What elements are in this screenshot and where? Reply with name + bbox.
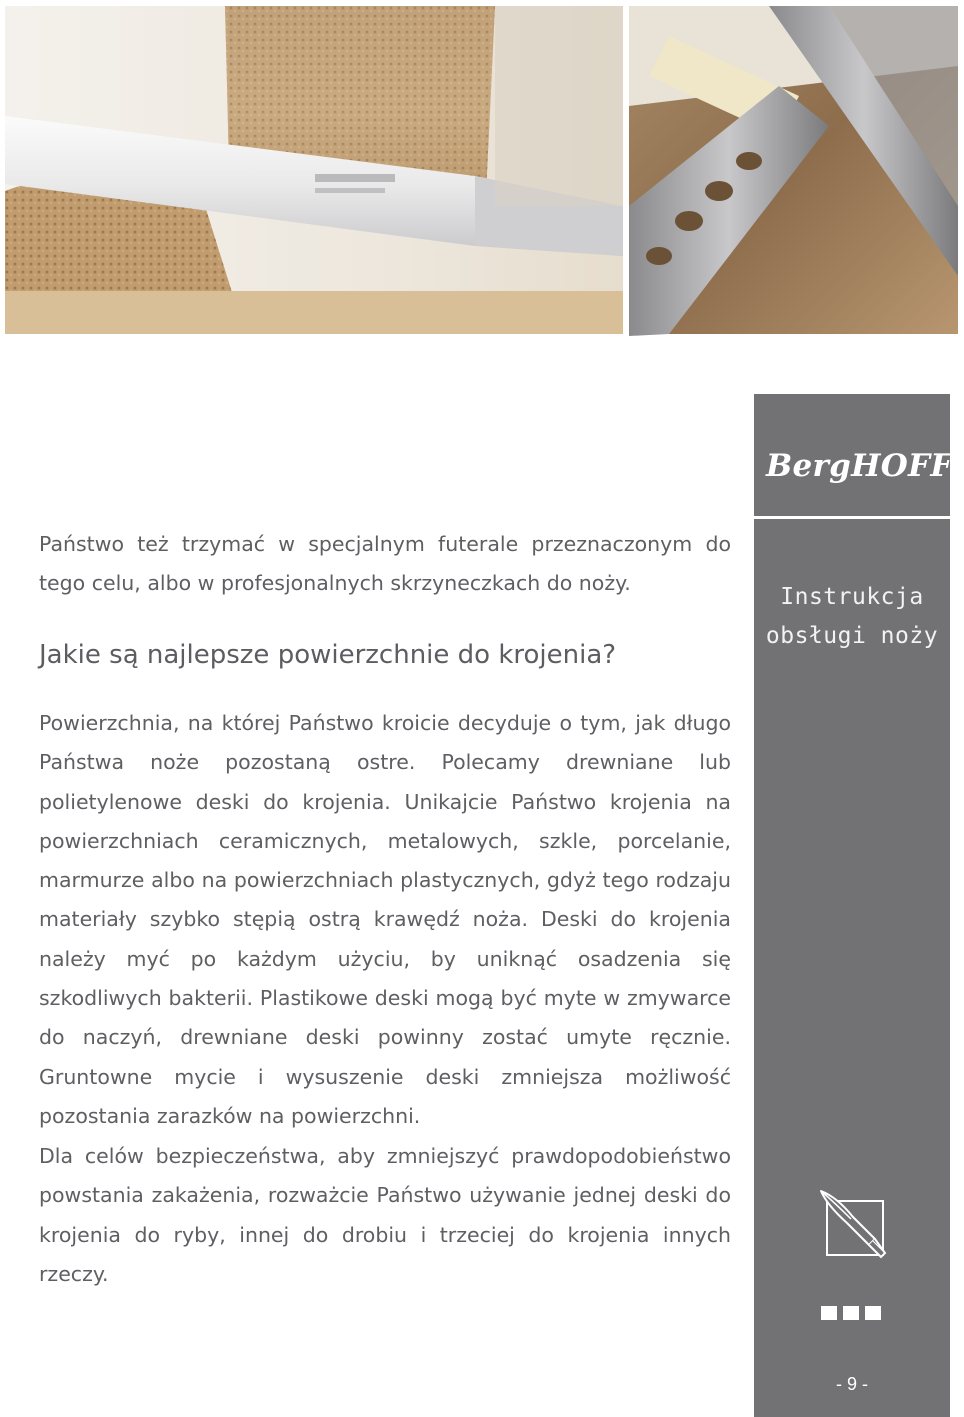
registered-mark: ® [953,450,964,462]
surfaces-paragraph: Powierzchnia, na której Państwo kroicie decyduje o tym, jak długo Państwa noże pozostaną ostre. Polecamy drewniane lub polietylenowe deski do krojenia. Unikajcie Państwo krojenia na powierzchniach ceramicznych, metalowych, szkle, porcelanie, marmurze albo na powierzchniach plastycznych, gdyż tego rodzaju materiały szybko stępią ostrą krawędź noża. Deski do krojenia należy myć po każdym użyciu, by uniknąć osadzenia się szkodliwych bakterii. Plastikowe deski mogą być myte w zmywarce do naczyń, drewniane deski powinny zostać umyte ręcznie. Gruntowne mycie i wysuszenie deski zmniejsza możliwość pozostania zarazków na powierzchni. [39,711,731,1128]
document-title-line1: Instrukcja [780,584,924,610]
brand-block [754,394,964,519]
brand-logo [766,448,964,484]
document-title-line2: obsługi noży [765,623,939,649]
safety-paragraph: Dla celów bezpieczeństwa, aby zmniejszyć prawdopodobieństwo powstania zakażenia, rozważcie Państwo używanie jednej deski do krojenia do ryby, innej do drobiu i trzeciej do krojenia innych rzeczy. [39,1144,731,1286]
bread-knife-photo [5,6,623,334]
intro-paragraph-block [39,525,731,604]
page-number: - 9 - [835,1374,868,1394]
sidebar [754,394,964,1417]
cheese-knife-photo [629,6,958,334]
square-1 [821,1306,837,1320]
safety-paragraph-block [39,1137,731,1294]
square-2 [843,1306,859,1320]
brand-name: BergHOFF [766,448,953,484]
document-title [754,578,950,656]
section-heading: Jakie są najlepsze powierzchnie do krojenia? [39,640,617,670]
surfaces-paragraph-block [39,704,731,1136]
decorative-squares [821,1306,881,1320]
knife-board-icon [817,1189,889,1261]
intro-paragraph: Państwo też trzymać w specjalnym futerale przeznaczonym do tego celu, albo w profesjonalnych skrzyneczkach do noży. [39,532,731,596]
square-3 [865,1306,881,1320]
